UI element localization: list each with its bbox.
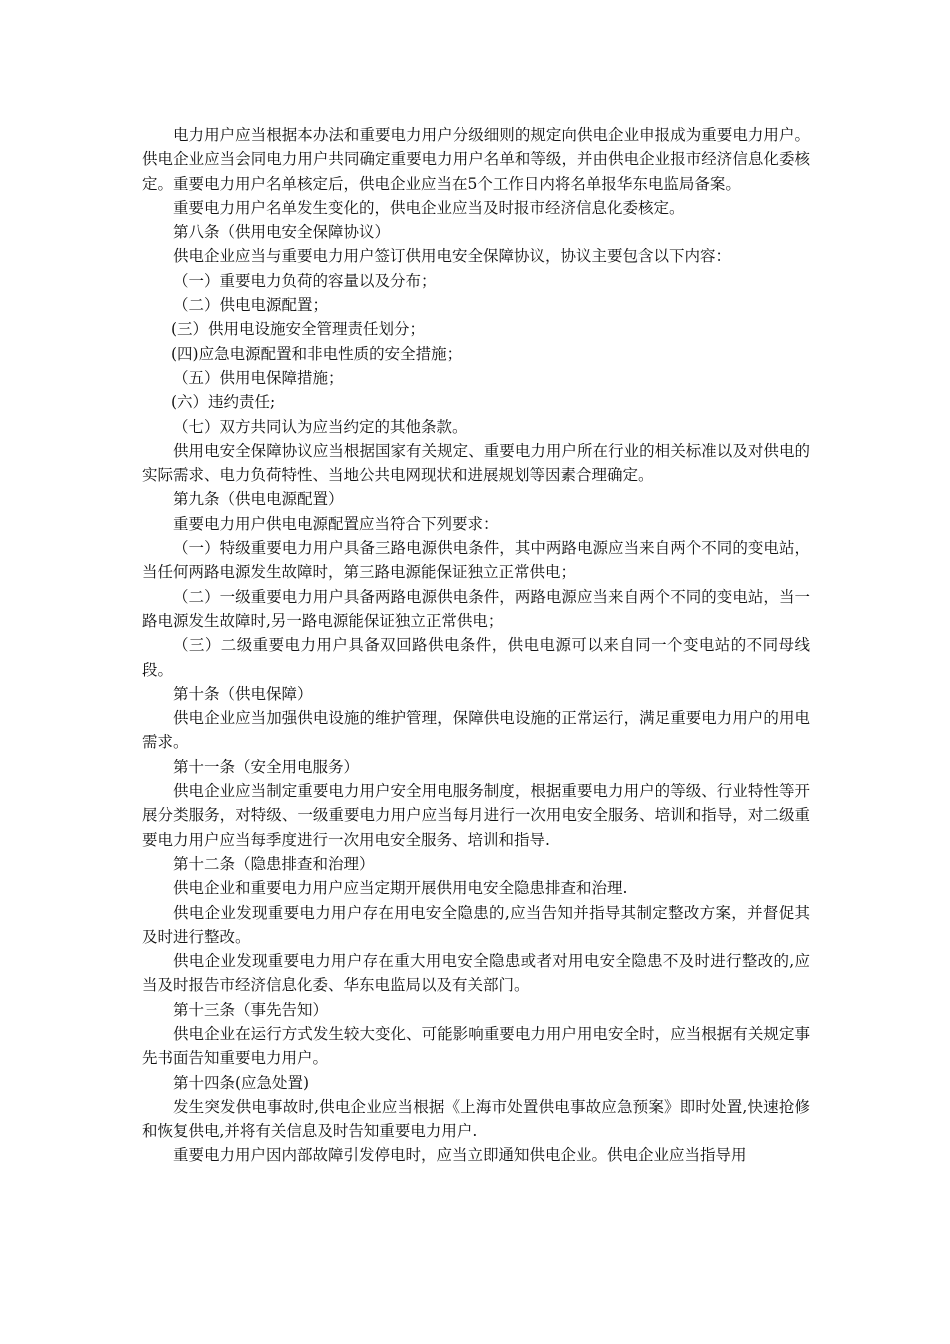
article-heading: 第十条（供电保障） bbox=[173, 684, 313, 703]
paragraph: （二）一级重要电力用户具备两路电源供电条件，两路电源应当来自两个不同的变电站，当一路电源发生故障时,另一路电源能保证独立正常供电； bbox=[142, 587, 810, 630]
paragraph: 重要电力用户因内部故障引发停电时，应当立即通知供电企业。供电企业应当指导用 bbox=[173, 1146, 747, 1165]
paragraph: 供用电安全保障协议应当根据国家有关规定、重要电力用户所在行业的相关标准以及对供电的实际需求、电力负荷特性、当地公共电网现状和进展规划等因素合理确定。 bbox=[142, 441, 810, 485]
paragraph: 供电企业在运行方式发生较大变化、可能影响重要电力用户用电安全时，应当根据有关规定事先书面告知重要电力用户。 bbox=[142, 1024, 810, 1068]
list-item: （二）供电电源配置； bbox=[173, 296, 329, 315]
paragraph: 供电企业发现重要电力用户存在用电安全隐患的,应当告知并指导其制定整改方案，并督促其及时进行整改。 bbox=[142, 903, 810, 946]
paragraph: （三）二级重要电力用户具备双回路供电条件，供电电源可以来自同一个变电站的不同母线段。 bbox=[142, 636, 810, 679]
list-item: （一）重要电力负荷的容量以及分布； bbox=[173, 271, 437, 290]
article-heading: 第十四条(应急处置) bbox=[173, 1073, 310, 1092]
list-item: (三）供用电设施安全管理责任划分； bbox=[171, 320, 426, 339]
paragraph: 供电企业发现重要电力用户存在重大用电安全隐患或者对用电安全隐患不及时进行整改的,应当及时报告市经济信息化委、华东电监局以及有关部门。 bbox=[142, 952, 810, 995]
article-heading: 第八条（供用电安全保障协议） bbox=[173, 223, 391, 242]
article-heading: 第十一条（安全用电服务） bbox=[173, 757, 360, 776]
paragraph: 重要电力用户名单发生变化的，供电企业应当及时报市经济信息化委核定。 bbox=[173, 198, 685, 217]
paragraph: 供电企业应当制定重要电力用户安全用电服务制度，根据重要电力用户的等级、行业特性等开展分类服务，对特级、一级重要电力用户应当每月进行一次用电安全服务、培训和指导，对二级重要电力用户应当每季度进行一次用电安全服务、培训和指导. bbox=[142, 782, 810, 849]
list-item: (六）违约责任; bbox=[171, 393, 276, 412]
paragraph: 供电企业和重要电力用户应当定期开展供用电安全隐患排查和治理. bbox=[173, 879, 628, 898]
list-item: (四)应急电源配置和非电性质的安全措施； bbox=[171, 344, 463, 363]
document-page bbox=[142, 123, 810, 1168]
paragraph: 电力用户应当根据本办法和重要电力用户分级细则的规定向供电企业申报成为重要电力用户。供电企业应当会同电力用户共同确定重要电力用户名单和等级，并由供电企业报市经济信息化委核定。重要电力用户名单核定后，供电企业应当在5个工作日内将名单报华东电监局备案。 bbox=[142, 126, 810, 193]
paragraph: 供电企业应当与重要电力用户签订供用电安全保障协议，协议主要包含以下内容： bbox=[173, 247, 732, 266]
paragraph: （一）特级重要电力用户具备三路电源供电条件，其中两路电源应当来自两个不同的变电站，当任何两路电源发生故障时，第三路电源能保证独立正常供电； bbox=[142, 539, 810, 582]
paragraph: 发生突发供电事故时,供电企业应当根据《上海市处置供电事故应急预案》即时处置,快速抢修和恢复供电,并将有关信息及时告知重要电力用户. bbox=[142, 1097, 810, 1141]
article-heading: 第十二条（隐患排查和治理） bbox=[173, 854, 375, 873]
list-item: （五）供用电保障措施； bbox=[173, 368, 344, 387]
article-heading: 第十三条（事先告知） bbox=[173, 1000, 329, 1019]
paragraph: 重要电力用户供电电源配置应当符合下列要求： bbox=[173, 514, 499, 533]
paragraph: 供电企业应当加强供电设施的维护管理，保障供电设施的正常运行，满足重要电力用户的用电需求。 bbox=[142, 709, 810, 752]
article-heading: 第九条（供电电源配置） bbox=[173, 490, 344, 509]
list-item: （七）双方共同认为应当约定的其他条款。 bbox=[173, 417, 468, 436]
